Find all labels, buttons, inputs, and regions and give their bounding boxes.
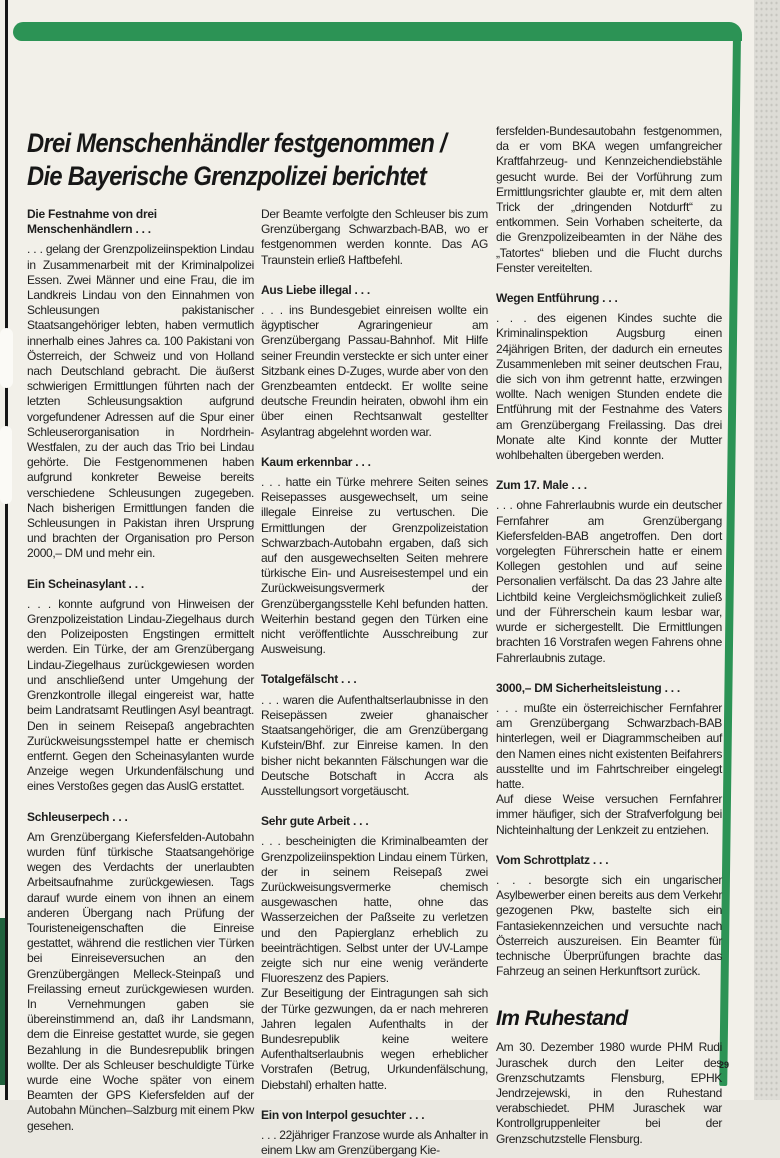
section-heading: Im Ruhestand — [496, 1007, 628, 1031]
headline-line-1: Drei Menschenhändler festgenommen / — [27, 128, 446, 158]
article-paragraph: Am 30. Dezember 1980 wurde PHM Rudi Juraschek durch den Leiter des Grenzschutzamts Flensburg, EPHK Jendrzejewski, in den Ruhestand verabschiedet. PHM Juraschek war Kontrollgruppenleiter bei der Grenzschutzstelle Flensburg. — [496, 1040, 722, 1146]
article-paragraph: Zur Beseitigung der Eintragungen sah sich der Türke gezwungen, da er nach mehreren Jahren legalen Aufenthalts in der Bundesrepublik keine weitere Aufenthaltserlaubnis wegen erheblicher Vorstrafen (Betrug, Urkundenfälschung, Diebstahl) erhalten hatte. — [261, 986, 488, 1092]
article-heading: Zum 17. Male . . . — [496, 478, 587, 493]
article-paragraph: . . . mußte ein österreichischer Fernfahrer am Grenzübergang Schwarzbach-BAB hinterlegen, weil er Diagrammscheiben auf den Namen eines nicht existenten Beifahrers ausstellte und im Fahrtschreiber eingelegt hatte. — [496, 700, 722, 791]
article-paragraph: . . . waren die Aufenthaltserlaubnisse in den Reisepässen zweier ghanaischer Staatsangehöriger, die am Grenzübergang Kufstein/Bhf. zur Einreise kamen. In den bisher nicht bekannten Fälschungen war die Deutsche Botschaft in Accra als Ausstellungsort vorgetäuscht. — [261, 692, 488, 798]
article-heading: 3000,– DM Sicherheitsleistung . . . — [496, 680, 680, 695]
article-paragraph: . . . bescheinigten die Kriminalbeamten der Grenzpolizeiinspektion Lindau einem Türken, der in seinem Reisepaß zwei Zurückweisungsvermerke chemisch ausgewaschen hatte, ohne das Wasserzeichen der Paßseite zu verletzen und den Papierglanz erheblich zu beeinträchtigen. Selbst unter der UV-Lampe zeigte sich nur eine wenig veränderte Fluoreszenz des Papiers. — [261, 834, 488, 986]
article-heading: Kaum erkennbar . . . — [261, 454, 371, 469]
headline-line-2: Die Bayerische Grenzpolizei berichtet — [27, 161, 427, 191]
article-paragraph: . . . des eigenen Kindes suchte die Kriminalinspektion Augsburg einen 24jährigen Briten, der dadurch ein erneutes Zusammenleben mit seiner deutschen Frau, die sich von ihm getrennt hatte, erzwingen wollte. Nach wenigen Stunden endete die Entführung mit der Festnahme des Vaters am Grenzübergang Freilassing. Das drei Monate alte Kind konnte der Mutter wohlbehalten übergeben werden. — [496, 311, 722, 463]
article-paragraph: . . . ins Bundesgebiet einreisen wollte ein ägyptischer Agraringenieur am Grenzübergang Passau-Bahnhof. Mit Hilfe seiner Freundin versteckte er sich unter einer Sitzbank eines D-Zuges, wurde aber von den Grenzbeamten entdeckt. Er wollte seine deutsche Freundin heiraten, obwohl ihm ein über einen Rechtsanwalt gestellter Asylantrag abgelehnt worden war. — [261, 303, 488, 439]
article-heading: Schleuserpech . . . — [27, 809, 128, 824]
article-heading: Totalgefälscht . . . — [261, 672, 357, 687]
article-heading: Sehr gute Arbeit . . . — [261, 814, 369, 829]
article-paragraph: Auf diese Weise versuchen Fernfahrer immer häufiger, sich der Strafverfolgung bei Nichteinhaltung der Lenkzeit zu entziehen. — [496, 792, 722, 837]
page-number: 29 — [719, 1060, 730, 1070]
article-paragraph: . . . 22jähriger Franzose wurde als Anhalter in einem Lkw am Grenzübergang Kie- — [261, 1127, 488, 1158]
article-paragraph: . . . besorgte sich ein ungarischer Asylbewerber einen bereits aus dem Verkehr gezogenen Pkw, bastelte sich ein Fantasiekennzeichen und versuchte nach Österreich auszureisen. Ein Beamter für technische Überprüfungen brachte das Fahrzeug an seinen Herkunftsort zurück. — [496, 872, 722, 979]
article-column-left — [27, 207, 254, 1134]
article-paragraph: . . . konnte aufgrund von Hinweisen der Grenzpolizeistation Lindau-Ziegelhaus durch den Polizeiposten Engstingen ermittelt werden. Ein Türke, der am Grenzübergang Lindau-Ziegelhaus zurückgewiesen worden und anschließend unter Umgehung der Grenzkontrolle illegal eingereist war, hatte beim Landratsamt Reutlingen Asyl beantragt. Den in seinem Reisepaß angebrachten Zurückweisungsstempel hatte er chemisch entfernt. Gegen den Scheinasylanten wurde Anzeige wegen Urkundenfälschung und eines Verstoßes gegen das AuslG erstattet. — [27, 596, 254, 794]
article-column-right — [496, 124, 722, 1147]
article-heading: Wegen Entführung . . . — [496, 291, 618, 306]
article-column-middle — [261, 207, 488, 1158]
article-paragraph: Der Beamte verfolgte den Schleuser bis zum Grenzübergang Schwarzbach-BAB, wo er festgenommen werden konnte. Das AG Traunstein erließ Haftbefehl. — [261, 207, 488, 267]
tape-artifact — [0, 426, 12, 504]
article-paragraph: . . . gelang der Grenzpolizeiinspektion Lindau in Zusammenarbeit mit der Kriminalpolizei Essen. Zwei Männer und eine Frau, die im Landkreis Lindau von den Einnahmen von Schleusungen pakistanischer Staatsangehöriger lebten, haben vermutlich innerhalb eines Jahres ca. 100 Pakistani von Österreich, der Schweiz und von Holland nach Deutschland gebracht. Die äußerst schwierigen Ermittlungen führten nach der letzten Schleusungsaktion aufgrund vorgefundener Adressen auf die Spur einer Schleuserorganisation in Nordrhein-Westfalen, zu der auch das Trio bei Lindau gehörte. Die Festgenommenen haben aufgrund konkreter Beweise bereits verschiedene Schleusungen zugegeben. Nach bisherigen Ermittlungen fanden die Schleusungen in Pakistan ihren Ursprung und brachten der Organisation pro Person 2000,– DM und mehr ein. — [27, 242, 254, 561]
article-headline — [27, 127, 446, 193]
article-heading: Ein von Interpol gesuchter . . . — [261, 1107, 425, 1122]
article-paragraph: . . . hatte ein Türke mehrere Seiten seines Reisepasses ausgewechselt, um seine illegale Einreise zu vertuschen. Die Ermittlungen der Grenzpolizeistation Schwarzbach-Autobahn ergaben, daß sich auf den ausgewechselten Seiten mehrere türkische Ein- und Ausreisestempel und ein Zurückweisungsvermerk der Grenzübergangsstelle Kehl befunden hatten. Weiterhin bestand gegen den Türken eine nicht veröffentlichte Ausschreibung zur Ausweisung. — [261, 475, 488, 657]
article-paragraph: Am Grenzübergang Kiefersfelden-Autobahn wurden fünf türkische Staatsangehörige wegen des Verdachts der unerlaubten Arbeitsaufnahme zurückgewiesen. Tags darauf wurde einem von ihnen an einem anderen Übergang nach Prüfung der Touristeneigenschaften die Einreise gestattet, während die restlichen vier Türken bei Einreiseversuchen an den Grenzübergängen Melleck-Steinpaß und Freilassing erneut zurückgewiesen wurden. In Vernehmungen gaben sie übereinstimmend an, daß ihr Landsmann, dem die Einreise gestattet wurde, sie gegen Bezahlung in die Bundesrepublik bringen wollte. Der als Schleuser beschuldigte Türke wurde eine Woche später von einem Beamten der GPS Kiefersfelden auf der Autobahn München–Salzburg mit einem Pkw gesehen. — [27, 829, 254, 1133]
article-heading: Vom Schrottplatz . . . — [496, 852, 609, 867]
article-heading: Aus Liebe illegal . . . — [261, 282, 370, 297]
article-paragraph: . . . ohne Fahrerlaubnis wurde ein deutscher Fernfahrer am Grenzübergang Kiefersfelden-BAB angetroffen. Den dort vorgelegten Führerschein hatte er einem Kollegen gestohlen und auf seine Personalien verfälscht. Da das 23 Jahre alte Lichtbild keine Vergleichsmöglichkeit zuließ und der Führerschein kaum lesbar war, wurde er sichergestellt. Die Ermittlungen brachten 16 Vorstrafen wegen Fahrens ohne Fahrerlaubnis zutage. — [496, 498, 722, 665]
green-top-bar — [13, 22, 742, 41]
article-heading: Ein Scheinasylant . . . — [27, 576, 144, 591]
spine-line — [5, 0, 8, 1100]
right-edge-texture — [754, 0, 780, 1100]
tape-artifact — [0, 328, 13, 388]
article-heading: Die Festnahme von drei Menschenhändlern . . . — [27, 207, 157, 237]
adjacent-page-edge — [0, 918, 5, 1085]
article-paragraph: fersfelden-Bundesautobahn festgenommen, da er vom BKA wegen umfangreicher Kraftfahrzeug- und Kennzeichendiebstähle gesucht wurde. Bei der Vorführung zum Ermittlungsrichter glaubte er, mit dem alten Trick der „dringenden Notdurft“ zu entkommen. Sein Vorhaben scheiterte, da die Grenzpolizeibeamten in der Nähe des „Tatortes“ blieben und die Flucht durchs Fenster vereitelten. — [496, 124, 722, 275]
